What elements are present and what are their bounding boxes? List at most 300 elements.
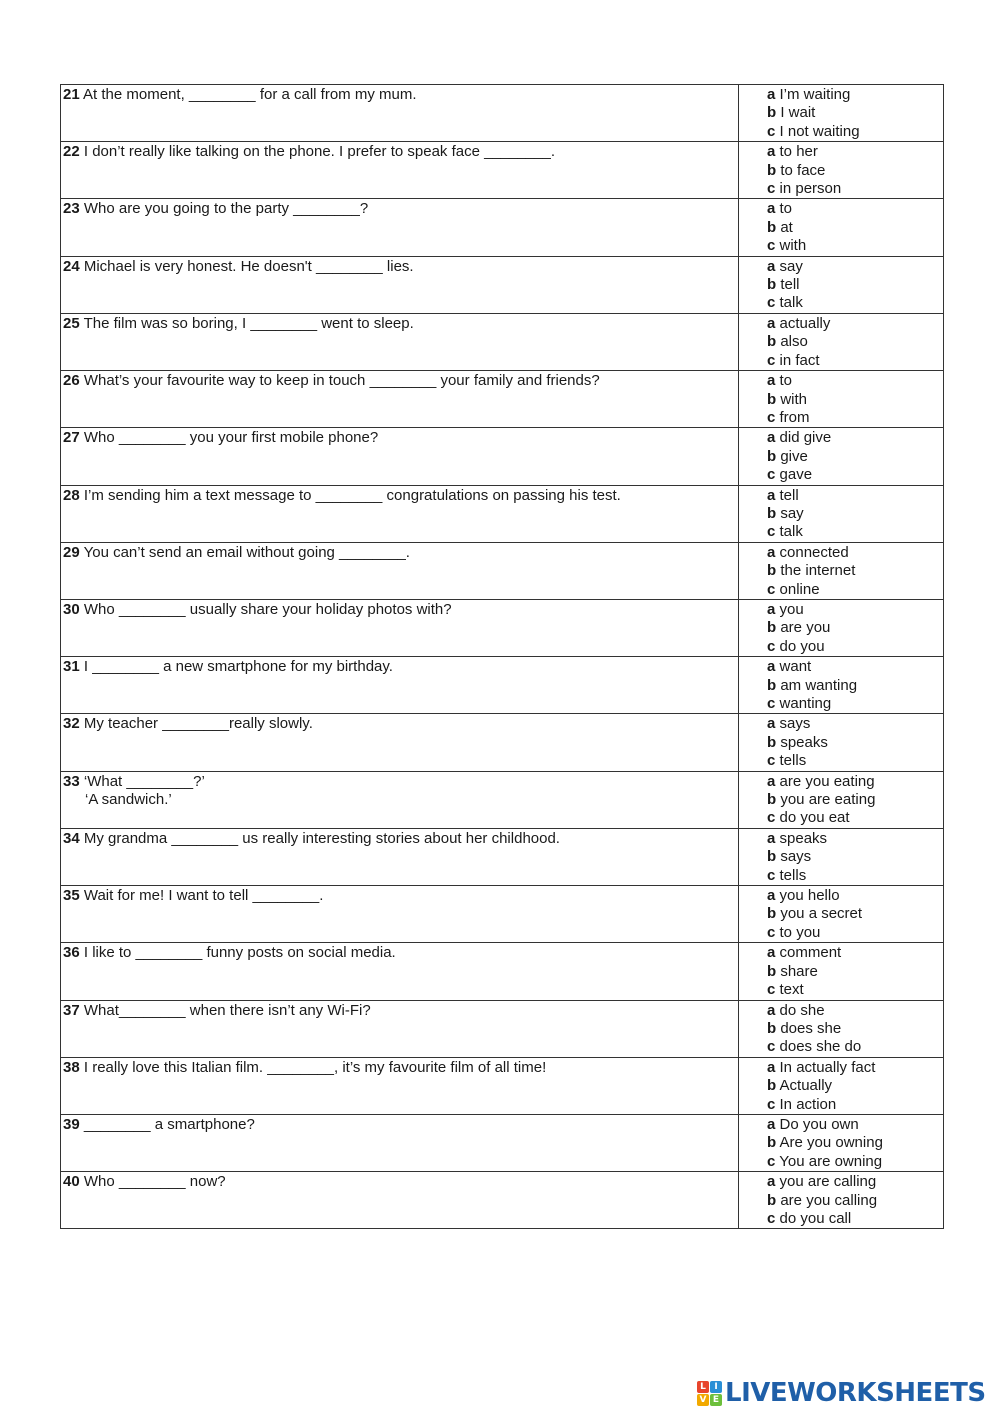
question-number: 36 (63, 944, 80, 962)
question-content (61, 199, 738, 218)
answer-option[interactable] (767, 924, 943, 942)
question-row (61, 542, 944, 599)
option-text: You are owning (779, 1152, 883, 1170)
answer-option[interactable] (767, 809, 943, 827)
option-letter: c (767, 1095, 776, 1113)
options-cell (739, 85, 944, 142)
answer-option[interactable] (767, 1134, 943, 1152)
question-number: 38 (63, 1058, 80, 1076)
option-text: gave (779, 466, 813, 484)
options-list (739, 1115, 943, 1171)
question-number: 21 (63, 86, 80, 103)
question-row (61, 599, 944, 656)
question-number: 30 (63, 600, 80, 618)
question-row (61, 313, 944, 370)
answer-option[interactable] (767, 963, 943, 981)
question-cell (61, 1172, 739, 1229)
option-text: give (780, 447, 808, 465)
option-letter: a (767, 372, 776, 390)
answer-option[interactable] (767, 180, 943, 198)
question-text: I’m sending him a text message to ________ congratulations on passing his test. (83, 486, 621, 504)
answer-option[interactable] (767, 200, 943, 218)
question-text: Michael is very honest. He doesn't ________ lies. (83, 257, 414, 275)
answer-option[interactable] (767, 162, 943, 180)
option-letter: b (767, 390, 777, 408)
question-cell (61, 1057, 739, 1114)
question-cell (61, 199, 739, 256)
option-letter: a (767, 772, 776, 790)
answer-option[interactable] (767, 638, 943, 656)
options-list (739, 199, 943, 255)
option-letter: a (767, 658, 776, 676)
option-letter: c (767, 580, 776, 598)
answer-option[interactable] (767, 905, 943, 923)
option-text: do she (779, 1001, 825, 1019)
question-content (61, 371, 738, 390)
options-list (739, 657, 943, 713)
option-letter: a (767, 1115, 776, 1133)
option-text: say (780, 504, 804, 522)
answer-option[interactable] (767, 791, 943, 809)
options-cell (739, 1000, 944, 1057)
option-letter: b (767, 161, 777, 179)
options-cell (739, 943, 944, 1000)
question-content (61, 1001, 738, 1020)
option-letter: c (767, 351, 776, 369)
option-text: to (779, 372, 793, 390)
option-text: did give (779, 429, 832, 447)
answer-option[interactable] (767, 1173, 943, 1191)
answer-option[interactable] (767, 429, 943, 447)
question-content (61, 772, 738, 810)
question-content (61, 543, 738, 562)
option-letter: c (767, 923, 776, 941)
question-content (61, 1172, 738, 1191)
option-letter: b (767, 733, 777, 751)
answer-option[interactable] (767, 1077, 943, 1095)
options-list (739, 543, 943, 599)
answer-option[interactable] (767, 562, 943, 580)
question-cell (61, 886, 739, 943)
options-cell (739, 771, 944, 828)
logo-wordmark: LIVEWORKSHEETS (725, 1378, 986, 1408)
option-letter: a (767, 257, 776, 275)
option-letter: c (767, 981, 776, 999)
question-text: The film was so boring, I ________ went to sleep. (83, 314, 414, 332)
answer-option[interactable] (767, 677, 943, 695)
question-number: 40 (63, 1173, 80, 1191)
question-content (61, 85, 738, 104)
option-letter: a (767, 86, 776, 103)
options-cell (739, 199, 944, 256)
options-list (739, 314, 943, 370)
option-letter: c (767, 523, 776, 541)
option-text: In action (779, 1095, 837, 1113)
logo-mark-icon (697, 1381, 722, 1406)
answer-option[interactable] (767, 294, 943, 312)
question-cell (61, 313, 739, 370)
option-letter: c (767, 866, 776, 884)
question-row (61, 199, 944, 256)
option-text: tell (780, 276, 800, 294)
answer-option[interactable] (767, 619, 943, 637)
answer-option[interactable] (767, 601, 943, 619)
answer-option[interactable] (767, 1059, 943, 1077)
options-cell (739, 657, 944, 714)
question-number: 32 (63, 715, 80, 733)
option-letter: c (767, 466, 776, 484)
option-text: with (780, 390, 808, 408)
option-letter: a (767, 1173, 776, 1191)
question-row (61, 1057, 944, 1114)
question-rows (61, 85, 944, 1229)
question-cell (61, 657, 739, 714)
question-content (61, 1115, 738, 1134)
option-text: actually (779, 314, 831, 332)
option-letter: a (767, 486, 776, 504)
answer-option[interactable] (767, 352, 943, 370)
logo-mark-tile: V (697, 1394, 709, 1406)
option-letter: a (767, 543, 776, 561)
answer-option[interactable] (767, 466, 943, 484)
option-text: talk (779, 294, 803, 312)
options-cell (739, 1172, 944, 1229)
answer-option[interactable] (767, 372, 943, 390)
option-text: comment (779, 944, 842, 962)
option-text: also (780, 333, 808, 351)
question-text: Who ________ usually share your holiday photos with? (83, 600, 452, 618)
question-content (61, 600, 738, 619)
answer-option[interactable] (767, 981, 943, 999)
question-row (61, 943, 944, 1000)
option-text: Do you own (779, 1115, 859, 1133)
question-text-line2: ‘A sandwich.’ (85, 791, 172, 809)
answer-option[interactable] (767, 276, 943, 294)
option-letter: b (767, 276, 777, 294)
question-number: 35 (63, 887, 80, 905)
question-text: What’s your favourite way to keep in touch ________ your family and friends? (83, 372, 600, 390)
question-number: 22 (63, 143, 80, 161)
question-text: My grandma ________ us really interesting stories about her childhood. (83, 829, 560, 847)
option-text: the internet (780, 562, 856, 580)
answer-option[interactable] (767, 448, 943, 466)
option-text: says (780, 848, 812, 866)
answer-option[interactable] (767, 734, 943, 752)
question-cell (61, 85, 739, 142)
option-letter: b (767, 791, 777, 809)
option-text: wanting (779, 695, 832, 712)
option-letter: b (767, 104, 777, 122)
question-content (61, 142, 738, 161)
option-text: do you eat (779, 809, 850, 827)
question-text: I really love this Italian film. ________, it’s my favourite film of all time! (83, 1058, 547, 1076)
question-text: Who are you going to the party ________? (83, 200, 369, 218)
options-cell (739, 485, 944, 542)
question-number: 26 (63, 372, 80, 390)
option-text: want (779, 658, 812, 676)
option-text: to (779, 200, 793, 218)
option-letter: a (767, 143, 776, 161)
option-text: are you (780, 619, 831, 637)
option-letter: b (767, 905, 777, 923)
option-letter: b (767, 562, 777, 580)
answer-option[interactable] (767, 1038, 943, 1056)
option-text: online (779, 580, 820, 598)
option-letter: c (767, 752, 776, 770)
question-text: I ________ a new smartphone for my birthday. (83, 658, 393, 676)
option-text: am wanting (780, 676, 858, 694)
options-cell (739, 542, 944, 599)
options-cell (739, 828, 944, 885)
answer-option[interactable] (767, 715, 943, 733)
question-content (61, 657, 738, 676)
option-text: does she (780, 1019, 842, 1037)
answer-option[interactable] (767, 752, 943, 770)
option-letter: a (767, 715, 776, 733)
options-list (739, 1172, 943, 1228)
option-letter: a (767, 429, 776, 447)
options-list (739, 1058, 943, 1114)
question-text: What________ when there isn’t any Wi-Fi? (83, 1001, 371, 1019)
answer-option[interactable] (767, 86, 943, 104)
answer-option[interactable] (767, 944, 943, 962)
question-text: ‘What ________?’ (83, 772, 205, 790)
question-cell (61, 771, 739, 828)
answer-option[interactable] (767, 1210, 943, 1228)
logo-mark-tile: I (710, 1381, 722, 1393)
answer-option[interactable] (767, 123, 943, 141)
option-text: share (780, 962, 818, 980)
option-text: connected (779, 543, 849, 561)
answer-option[interactable] (767, 887, 943, 905)
question-cell (61, 142, 739, 199)
options-cell (739, 1114, 944, 1171)
answer-option[interactable] (767, 848, 943, 866)
question-cell (61, 371, 739, 428)
answer-option[interactable] (767, 581, 943, 599)
options-list (739, 1001, 943, 1057)
question-row (61, 828, 944, 885)
options-list (739, 371, 943, 427)
answer-option[interactable] (767, 315, 943, 333)
question-number: 39 (63, 1115, 80, 1133)
question-number: 25 (63, 314, 80, 332)
question-content (61, 829, 738, 848)
options-cell (739, 428, 944, 485)
question-row (61, 657, 944, 714)
answer-option[interactable] (767, 237, 943, 255)
question-row (61, 428, 944, 485)
question-text: My teacher ________really slowly. (83, 715, 313, 733)
question-content (61, 886, 738, 905)
options-list (739, 486, 943, 542)
options-list (739, 772, 943, 828)
question-number: 33 (63, 772, 80, 790)
option-letter: c (767, 180, 776, 198)
question-number: 24 (63, 257, 80, 275)
options-cell (739, 313, 944, 370)
option-letter: c (767, 1038, 776, 1056)
option-letter: a (767, 944, 776, 962)
option-text: speaks (780, 733, 828, 751)
answer-option[interactable] (767, 104, 943, 122)
answer-option[interactable] (767, 1002, 943, 1020)
question-number: 27 (63, 429, 80, 447)
answer-option[interactable] (767, 523, 943, 541)
options-list (739, 829, 943, 885)
question-row (61, 85, 944, 142)
option-letter: b (767, 619, 777, 637)
answer-option[interactable] (767, 1096, 943, 1114)
option-text: tell (779, 486, 799, 504)
options-list (739, 257, 943, 313)
question-text: Who ________ you your first mobile phone? (83, 429, 379, 447)
option-letter: b (767, 1019, 777, 1037)
option-letter: b (767, 962, 777, 980)
options-list (739, 428, 943, 484)
question-content (61, 314, 738, 333)
answer-option[interactable] (767, 1153, 943, 1171)
option-text: does she do (779, 1038, 862, 1056)
options-cell (739, 142, 944, 199)
answer-option[interactable] (767, 487, 943, 505)
question-text: At the moment, ________ for a call from my mum. (83, 86, 417, 103)
question-text: You can’t send an email without going ________. (83, 543, 410, 561)
option-letter: b (767, 676, 777, 694)
option-letter: c (767, 122, 776, 140)
question-cell (61, 256, 739, 313)
option-letter: a (767, 829, 776, 847)
answer-option[interactable] (767, 258, 943, 276)
option-letter: c (767, 237, 776, 255)
option-text: In actually fact (779, 1058, 876, 1076)
question-text: I like to ________ funny posts on social media. (83, 944, 396, 962)
option-letter: a (767, 1058, 776, 1076)
option-text: say (779, 257, 803, 275)
option-text: in fact (779, 351, 820, 369)
worksheet-table (60, 84, 944, 1229)
question-cell (61, 542, 739, 599)
answer-option[interactable] (767, 830, 943, 848)
option-text: at (780, 218, 793, 236)
logo-mark-tile: L (697, 1381, 709, 1393)
option-text: I not waiting (779, 122, 860, 140)
answer-option[interactable] (767, 505, 943, 523)
option-text: do you (779, 637, 825, 655)
option-text: text (779, 981, 804, 999)
option-letter: b (767, 1191, 777, 1209)
answer-option[interactable] (767, 333, 943, 351)
option-text: you are eating (780, 791, 876, 809)
answer-option[interactable] (767, 867, 943, 885)
answer-option[interactable] (767, 1020, 943, 1038)
options-cell (739, 599, 944, 656)
question-content (61, 943, 738, 962)
option-letter: a (767, 1001, 776, 1019)
options-list (739, 85, 943, 141)
question-number: 29 (63, 543, 80, 561)
option-text: tells (779, 866, 807, 884)
options-list (739, 943, 943, 999)
question-row (61, 1000, 944, 1057)
option-letter: b (767, 848, 777, 866)
option-letter: b (767, 333, 777, 351)
option-letter: c (767, 408, 776, 426)
answer-option[interactable] (767, 143, 943, 161)
options-list (739, 600, 943, 656)
options-list (739, 142, 943, 198)
options-list (739, 714, 943, 770)
question-text: I don’t really like talking on the phone. I prefer to speak face ________. (83, 143, 556, 161)
options-cell (739, 1057, 944, 1114)
option-letter: c (767, 294, 776, 312)
option-letter: c (767, 1152, 776, 1170)
option-text: are you eating (779, 772, 875, 790)
option-letter: b (767, 447, 777, 465)
option-text: speaks (779, 829, 828, 847)
option-text: Are you owning (779, 1134, 883, 1152)
question-row (61, 1114, 944, 1171)
question-row (61, 886, 944, 943)
options-list (739, 886, 943, 942)
option-letter: b (767, 1077, 777, 1095)
option-text: I wait (780, 104, 816, 122)
option-letter: a (767, 887, 776, 905)
options-cell (739, 714, 944, 771)
question-row (61, 256, 944, 313)
answer-option[interactable] (767, 219, 943, 237)
option-letter: b (767, 1134, 777, 1152)
option-text: I’m waiting (779, 86, 851, 103)
option-text: talk (779, 523, 803, 541)
option-text: Actually (779, 1077, 833, 1095)
option-text: from (779, 408, 810, 426)
option-text: you hello (779, 887, 840, 905)
option-text: are you calling (780, 1191, 878, 1209)
option-text: to her (779, 143, 818, 161)
option-text: do you call (779, 1209, 852, 1227)
answer-option[interactable] (767, 773, 943, 791)
question-text: Wait for me! I want to tell ________. (83, 887, 324, 905)
answer-option[interactable] (767, 1116, 943, 1134)
answer-option[interactable] (767, 409, 943, 427)
question-number: 23 (63, 200, 80, 218)
question-row (61, 485, 944, 542)
answer-option[interactable] (767, 391, 943, 409)
question-number: 37 (63, 1001, 80, 1019)
option-text: says (779, 715, 811, 733)
answer-option[interactable] (767, 1192, 943, 1210)
question-cell (61, 1000, 739, 1057)
answer-option[interactable] (767, 695, 943, 713)
option-text: you (779, 600, 804, 618)
options-cell (739, 256, 944, 313)
option-letter: b (767, 504, 777, 522)
answer-option[interactable] (767, 544, 943, 562)
option-letter: a (767, 314, 776, 332)
question-row (61, 771, 944, 828)
question-cell (61, 828, 739, 885)
answer-option[interactable] (767, 658, 943, 676)
question-content (61, 1058, 738, 1077)
option-text: to you (779, 923, 821, 941)
question-content (61, 486, 738, 505)
options-cell (739, 886, 944, 943)
question-number: 28 (63, 486, 80, 504)
option-text: in person (779, 180, 842, 198)
question-cell (61, 943, 739, 1000)
option-letter: a (767, 200, 776, 218)
